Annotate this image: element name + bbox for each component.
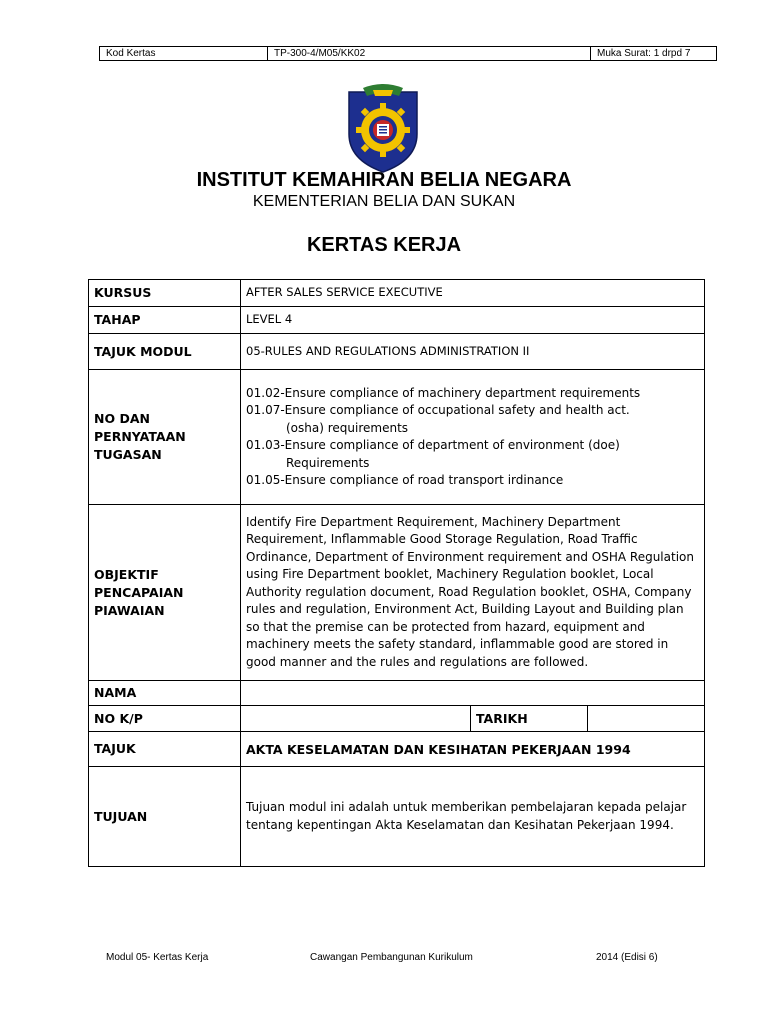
footer-edition: 2014 (Edisi 6) — [596, 952, 658, 963]
row-nama — [89, 681, 705, 706]
row-objektif — [89, 505, 705, 681]
institute-crest-logo — [343, 82, 423, 174]
row-kursus — [89, 280, 705, 307]
row-tajuk-modul — [89, 334, 705, 370]
tujuan-value: Tujuan modul ini adalah untuk memberikan pembelajaran kepada pelajar tentang kepentingan Akta Keselamatan dan Kesihatan Pekerjaan 1994. — [241, 767, 705, 867]
work-paper-form — [88, 279, 705, 867]
tujuan-label: TUJUAN — [89, 767, 241, 867]
tarikh-field[interactable] — [588, 706, 705, 732]
kod-kertas-value: TP-300-4/M05/KK02 — [268, 47, 591, 61]
tajuk-label: TAJUK — [89, 732, 241, 767]
footer-department: Cawangan Pembangunan Kurikulum — [310, 952, 473, 963]
row-tajuk — [89, 732, 705, 767]
tajuk-modul-label: TAJUK MODUL — [89, 334, 241, 370]
objektif-label-line: OBJEKTIF — [94, 566, 159, 582]
document-title: KERTAS KERJA — [306, 234, 462, 256]
nokp-field[interactable] — [241, 706, 471, 732]
nama-label: NAMA — [89, 681, 241, 706]
row-nokp-tarikh — [89, 706, 705, 732]
row-tahap — [89, 307, 705, 334]
tajuk-value: AKTA KESELAMATAN DAN KESIHATAN PEKERJAAN 1994 — [241, 732, 705, 767]
tajuk-modul-value: 05-RULES AND REGULATIONS ADMINISTRATION II — [241, 334, 705, 370]
tahap-value: LEVEL 4 — [241, 307, 705, 334]
task-item: 01.03-Ensure compliance of department of environment (doe) — [246, 438, 620, 452]
task-item: 01.07-Ensure compliance of occupational safety and health act. — [246, 403, 630, 417]
tahap-label: TAHAP — [89, 307, 241, 334]
kursus-value: AFTER SALES SERVICE EXECUTIVE — [241, 280, 705, 307]
objektif-label-line: PENCAPAIAN — [94, 584, 184, 600]
row-tujuan — [89, 767, 705, 867]
document-code-header — [99, 46, 717, 61]
nokp-label: NO K/P — [89, 706, 241, 732]
kod-kertas-label: Kod Kertas — [100, 47, 268, 61]
institute-name: INSTITUT KEMAHIRAN BELIA NEGARA — [196, 169, 572, 191]
tugasan-label-line: PERNYATAAN — [94, 429, 186, 444]
nama-field[interactable] — [241, 681, 705, 706]
objektif-label — [89, 505, 241, 681]
page-number: Muka Surat: 1 drpd 7 — [591, 47, 717, 61]
objektif-value: Identify Fire Department Requirement, Machinery Department Requirement, Inflammable Good Storage Regulation, Road Traffic Ordinance, Department of Environment requirement and OSHA Regulation using Fire Department booklet, Machinery Regulation booklet, Local Authority regulation document, Road Regulation booklet, OSHA, Company rules and regulation, Environment Act, Building Layout and Building plan so that the premise can be protected from hazard, equipment and machinery meets the safety standard, inflammable good are stored in good manner and the rules and regulations are followed. — [241, 505, 705, 681]
task-item: Requirements — [286, 455, 370, 470]
task-item: 01.05-Ensure compliance of road transport irdinance — [246, 473, 564, 487]
tugasan-label-line: NO DAN — [94, 411, 150, 426]
tugasan-label — [89, 370, 241, 505]
task-item: (osha) requirements — [286, 420, 409, 435]
footer-module: Modul 05- Kertas Kerja — [106, 952, 209, 963]
tugasan-label-line: TUGASAN — [94, 447, 162, 462]
task-item: 01.02-Ensure compliance of machinery department requirements — [246, 385, 641, 400]
tugasan-value — [241, 370, 705, 505]
ministry-name: KEMENTERIAN BELIA DAN SUKAN — [252, 193, 516, 210]
kursus-label: KURSUS — [89, 280, 241, 307]
row-tugasan — [89, 370, 705, 505]
objektif-label-line: PIAWAIAN — [94, 602, 165, 618]
tarikh-label: TARIKH — [471, 706, 588, 732]
